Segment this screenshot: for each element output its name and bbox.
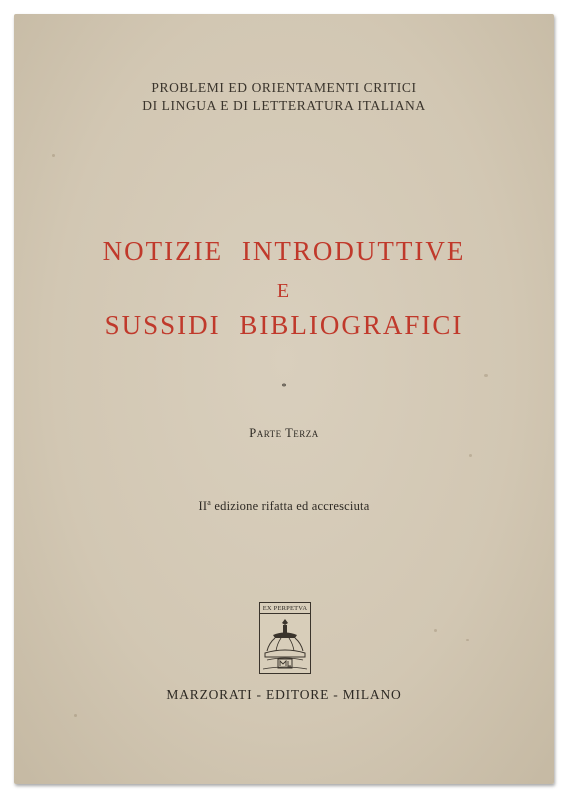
emblem-fountain-icon — [259, 613, 311, 674]
edition-note — [14, 498, 554, 514]
paper-spot — [434, 629, 437, 632]
paper-spot — [466, 639, 469, 641]
part-label: Parte Terza — [249, 426, 319, 440]
book-title-line-1: NOTIZIE INTRODUTTIVE — [102, 236, 466, 266]
book-title-line-3: SUSSIDI BIBLIOGRAFICI — [104, 310, 464, 340]
book-title-conjunction: E — [276, 280, 292, 302]
emblem-motto: EX PERPETVA — [259, 602, 311, 614]
book-cover — [14, 14, 554, 784]
paper-spot — [52, 154, 55, 157]
edition-number: II — [198, 499, 208, 514]
series-title-line-2: DI LINGUA E DI LETTERATURA ITALIANA — [142, 98, 426, 113]
paper-spot — [484, 374, 488, 377]
publisher-emblem-icon — [259, 602, 311, 674]
series-title-line-1: PROBLEMI ED ORIENTAMENTI CRITICI — [151, 80, 417, 95]
separator-star: * — [281, 382, 287, 393]
paper-spot — [74, 714, 77, 717]
publisher-imprint: MARZORATI - EDITORE - MILANO — [166, 687, 402, 702]
paper-spot — [469, 454, 472, 457]
edition-superscript: a — [207, 498, 212, 507]
edition-text: edizione rifatta ed accresciuta — [211, 499, 370, 514]
